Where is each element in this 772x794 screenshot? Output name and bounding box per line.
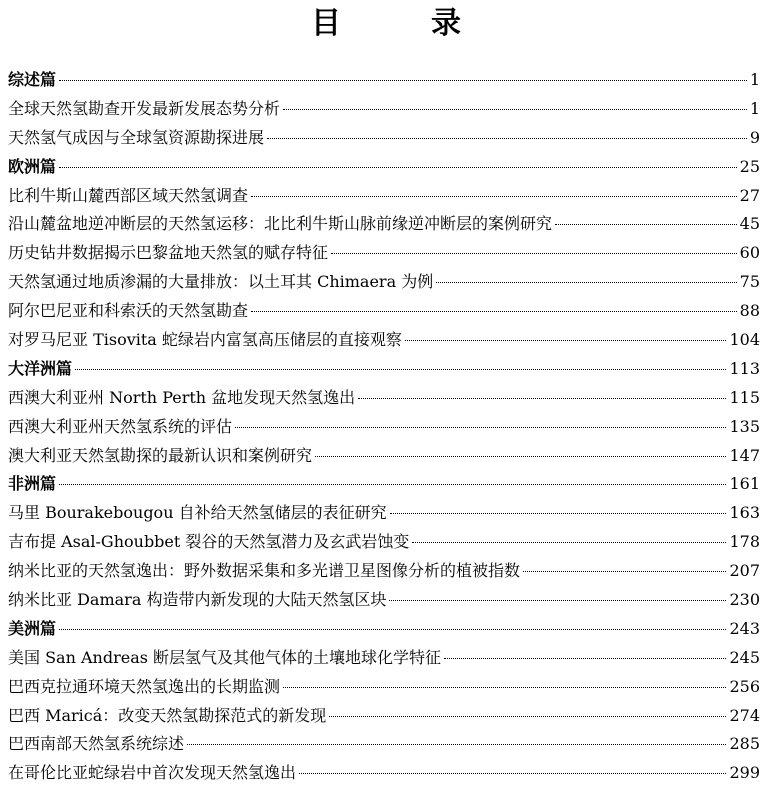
toc-entry[interactable] — [8, 413, 760, 442]
dot-leader — [405, 340, 727, 341]
toc-entry-title: 综述篇 — [8, 70, 57, 89]
toc-section-heading[interactable] — [8, 355, 760, 384]
toc-entry-title: 西澳大利亚州天然氢系统的评估 — [8, 416, 233, 436]
toc-section-heading[interactable] — [8, 615, 760, 644]
toc-entry-page-number: 115 — [729, 387, 760, 407]
toc-entry-page-number: 104 — [729, 330, 760, 350]
toc-entry[interactable] — [8, 499, 760, 528]
toc-entry-title: 美洲篇 — [8, 618, 57, 638]
dot-leader — [299, 773, 726, 774]
dot-leader — [436, 282, 736, 283]
toc-section-heading[interactable] — [8, 153, 760, 182]
page-title: 目 录 — [311, 6, 491, 41]
toc-entry-page-number: 178 — [729, 532, 760, 552]
toc-entry-title: 阿尔巴尼亚和科索沃的天然氢勘查 — [8, 301, 249, 321]
toc-entry-page-number: 256 — [729, 676, 760, 696]
dot-leader — [251, 311, 737, 312]
dot-leader — [390, 513, 727, 514]
toc-entry-title: 纳米比亚 Damara 构造带内新发现的大陆天然氢区块 — [8, 590, 387, 610]
toc-entry-page-number: 163 — [729, 503, 760, 523]
toc-list — [8, 66, 760, 788]
toc-entry-title: 非洲篇 — [8, 474, 57, 494]
dot-leader — [329, 716, 726, 717]
dot-leader — [555, 224, 737, 225]
toc-entry-page-number: 299 — [729, 763, 760, 783]
dot-leader — [59, 484, 726, 485]
dot-leader — [59, 80, 747, 81]
dot-leader — [358, 398, 726, 399]
toc-entry[interactable] — [8, 442, 760, 471]
toc-entry-title: 巴西克拉通环境天然氢逸出的长期监测 — [8, 676, 281, 696]
toc-entry-page-number: 1 — [749, 70, 760, 89]
toc-entry-page-number: 147 — [729, 445, 760, 465]
toc-entry[interactable] — [8, 95, 760, 124]
dot-leader — [75, 369, 726, 370]
toc-entry-page-number: 88 — [739, 301, 760, 321]
toc-entry-page-number: 274 — [729, 705, 760, 725]
toc-entry[interactable] — [8, 644, 760, 673]
toc-entry-page-number: 230 — [729, 590, 760, 610]
toc-entry[interactable] — [8, 124, 760, 153]
toc-entry-title: 巴西南部天然氢系统综述 — [8, 734, 185, 754]
toc-entry-title: 全球天然氢勘查开发最新发展态势分析 — [8, 98, 281, 118]
dot-leader — [389, 600, 726, 601]
toc-section-heading[interactable] — [8, 66, 760, 95]
toc-entry[interactable] — [8, 210, 760, 239]
dot-leader — [59, 167, 737, 168]
toc-entry-title: 巴西 Maricá：改变天然氢勘探范式的新发现 — [8, 705, 327, 725]
toc-entry-title: 西澳大利亚州 North Perth 盆地发现天然氢逸出 — [8, 387, 356, 407]
dot-leader — [283, 109, 747, 110]
toc-entry[interactable] — [8, 182, 760, 211]
dot-leader — [283, 687, 726, 688]
toc-entry-page-number: 207 — [729, 561, 760, 581]
toc-entry[interactable] — [8, 528, 760, 557]
dot-leader — [59, 629, 726, 630]
toc-entry[interactable] — [8, 673, 760, 702]
toc-entry[interactable] — [8, 326, 760, 355]
toc-entry-page-number: 113 — [729, 358, 760, 378]
toc-entry-title: 欧洲篇 — [8, 156, 57, 176]
toc-entry-page-number: 25 — [739, 156, 760, 176]
toc-entry-page-number: 245 — [729, 647, 760, 667]
dot-leader — [187, 744, 726, 745]
toc-entry-title: 马里 Bourakebougou 自补给天然氢储层的表征研究 — [8, 503, 387, 523]
toc-entry-page-number: 9 — [749, 127, 760, 147]
toc-entry-title: 天然氢气成因与全球氢资源勘探进展 — [8, 127, 265, 147]
toc-entry-title: 沿山麓盆地逆冲断层的天然氢运移：北比利牛斯山脉前缘逆冲断层的案例研究 — [8, 214, 553, 234]
toc-entry-page-number: 285 — [729, 734, 760, 754]
toc-entry-title: 天然氢通过地质渗漏的大量排放：以土耳其 Chimaera 为例 — [8, 272, 434, 292]
dot-leader — [315, 456, 726, 457]
toc-entry-title: 历史钻井数据揭示巴黎盆地天然氢的赋存特征 — [8, 243, 329, 263]
toc-entry-page-number: 45 — [739, 214, 760, 234]
dot-leader — [412, 542, 726, 543]
toc-entry[interactable] — [8, 239, 760, 268]
toc-entry-title: 美国 San Andreas 断层氢气及其他气体的土壤地球化学特征 — [8, 647, 442, 667]
toc-entry-page-number: 243 — [729, 618, 760, 638]
toc-section-heading[interactable] — [8, 470, 760, 499]
toc-entry[interactable] — [8, 384, 760, 413]
toc-entry[interactable] — [8, 702, 760, 731]
toc-entry-title: 澳大利亚天然氢勘探的最新认识和案例研究 — [8, 445, 313, 465]
toc-entry-title: 对罗马尼亚 Tisovita 蛇绿岩内富氢高压储层的直接观察 — [8, 330, 402, 350]
toc-entry-title: 纳米比亚的天然氢逸出：野外数据采集和多光谱卫星图像分析的植被指数 — [8, 561, 521, 581]
toc-entry-page-number: 135 — [729, 416, 760, 436]
dot-leader — [251, 196, 737, 197]
dot-leader — [444, 658, 726, 659]
toc-entry-page-number: 161 — [729, 474, 760, 494]
toc-entry-page-number: 75 — [739, 272, 760, 292]
toc-entry-title: 吉布提 Asal-Ghoubbet 裂谷的天然氢潜力及玄武岩蚀变 — [8, 532, 410, 552]
dot-leader — [331, 253, 737, 254]
toc-entry[interactable] — [8, 759, 760, 788]
toc-entry-title: 在哥伦比亚蛇绿岩中首次发现天然氢逸出 — [8, 763, 297, 783]
toc-entry[interactable] — [8, 586, 760, 615]
toc-entry-title: 大洋洲篇 — [8, 358, 73, 378]
dot-leader — [267, 138, 747, 139]
dot-leader — [523, 571, 726, 572]
toc-entry[interactable] — [8, 557, 760, 586]
toc-entry-title: 比利牛斯山麓西部区域天然氢调查 — [8, 185, 249, 205]
toc-entry-page-number: 60 — [739, 243, 760, 263]
dot-leader — [235, 427, 726, 428]
toc-entry[interactable] — [8, 297, 760, 326]
toc-entry[interactable] — [8, 730, 760, 759]
toc-entry-page-number: 1 — [749, 98, 760, 118]
toc-entry[interactable] — [8, 268, 760, 297]
toc-entry-page-number: 27 — [739, 185, 760, 205]
